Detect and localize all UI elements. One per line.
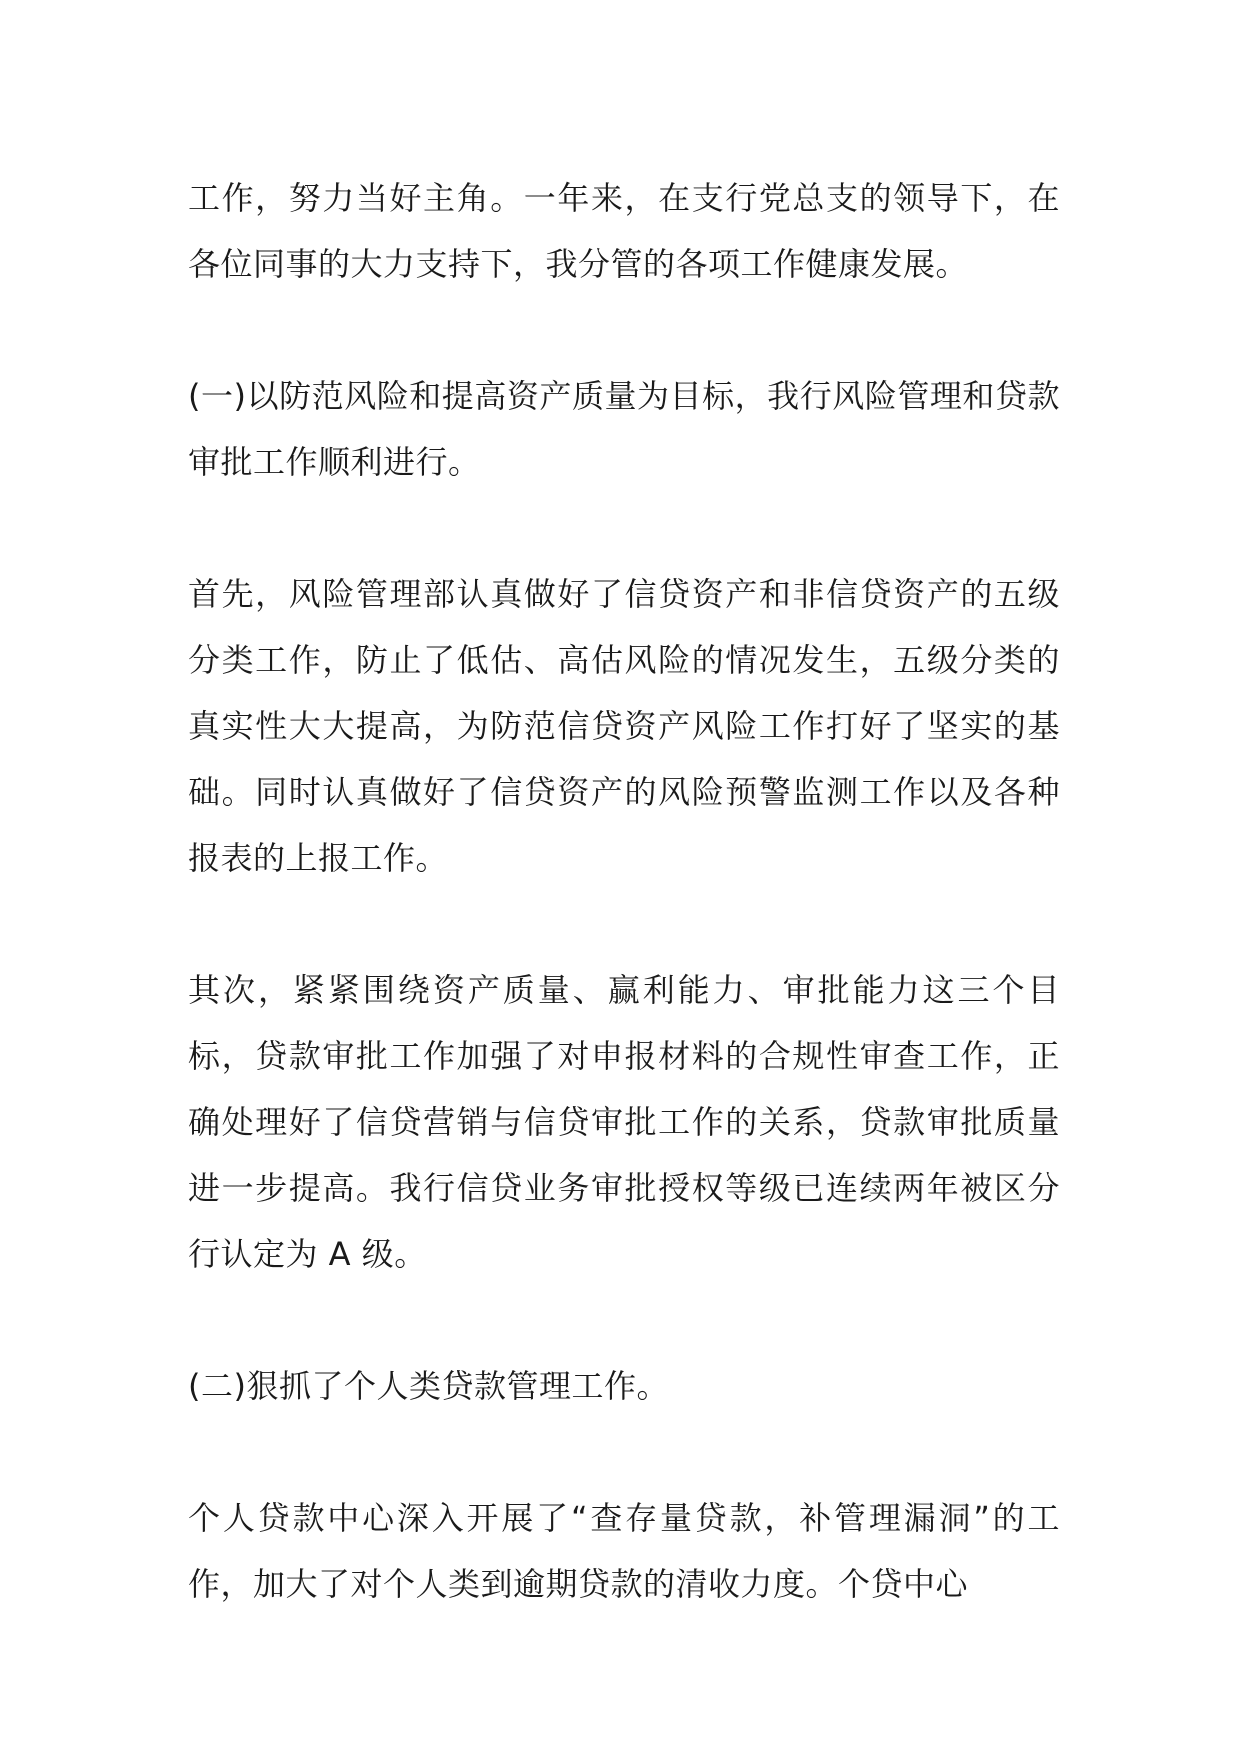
document-body bbox=[188, 165, 1060, 1617]
paragraph-risk-classification: 首先，风险管理部认真做好了信贷资产和非信贷资产的五级分类工作，防止了低估、高估风险的情况发生，五级分类的真实性大大提高，为防范信贷资产风险工作打好了坚实的基础。同时认真做好了信贷资产的风险预警监测工作以及各种报表的上报工作。 bbox=[188, 575, 1060, 877]
paragraph-spacer bbox=[188, 1419, 1060, 1485]
paragraph-spacer bbox=[188, 1287, 1060, 1353]
section-heading-personal-loans: (二)狠抓了个人类贷款管理工作。 bbox=[188, 1367, 669, 1405]
paragraph-personal-loan-center: 个人贷款中心深入开展了“查存量贷款，补管理漏洞”的工作，加大了对个人类到逾期贷款的清收力度。个贷中心 bbox=[188, 1499, 1060, 1603]
section-heading-risk-management: (一)以防范风险和提高资产质量为目标，我行风险管理和贷款审批工作顺利进行。 bbox=[188, 377, 1060, 481]
paragraph-spacer bbox=[188, 495, 1060, 561]
paragraph-work-summary-intro: 工作，努力当好主角。一年来，在支行党总支的领导下，在各位同事的大力支持下，我分管的各项工作健康发展。 bbox=[188, 179, 1060, 283]
paragraph-spacer bbox=[188, 891, 1060, 957]
paragraph-spacer bbox=[188, 297, 1060, 363]
paragraph-loan-approval: 其次，紧紧围绕资产质量、赢利能力、审批能力这三个目标，贷款审批工作加强了对申报材料的合规性审查工作，正确处理好了信贷营销与信贷审批工作的关系，贷款审批质量进一步提高。我行信贷业务审批授权等级已连续两年被区分行认定为 A 级。 bbox=[188, 971, 1060, 1273]
